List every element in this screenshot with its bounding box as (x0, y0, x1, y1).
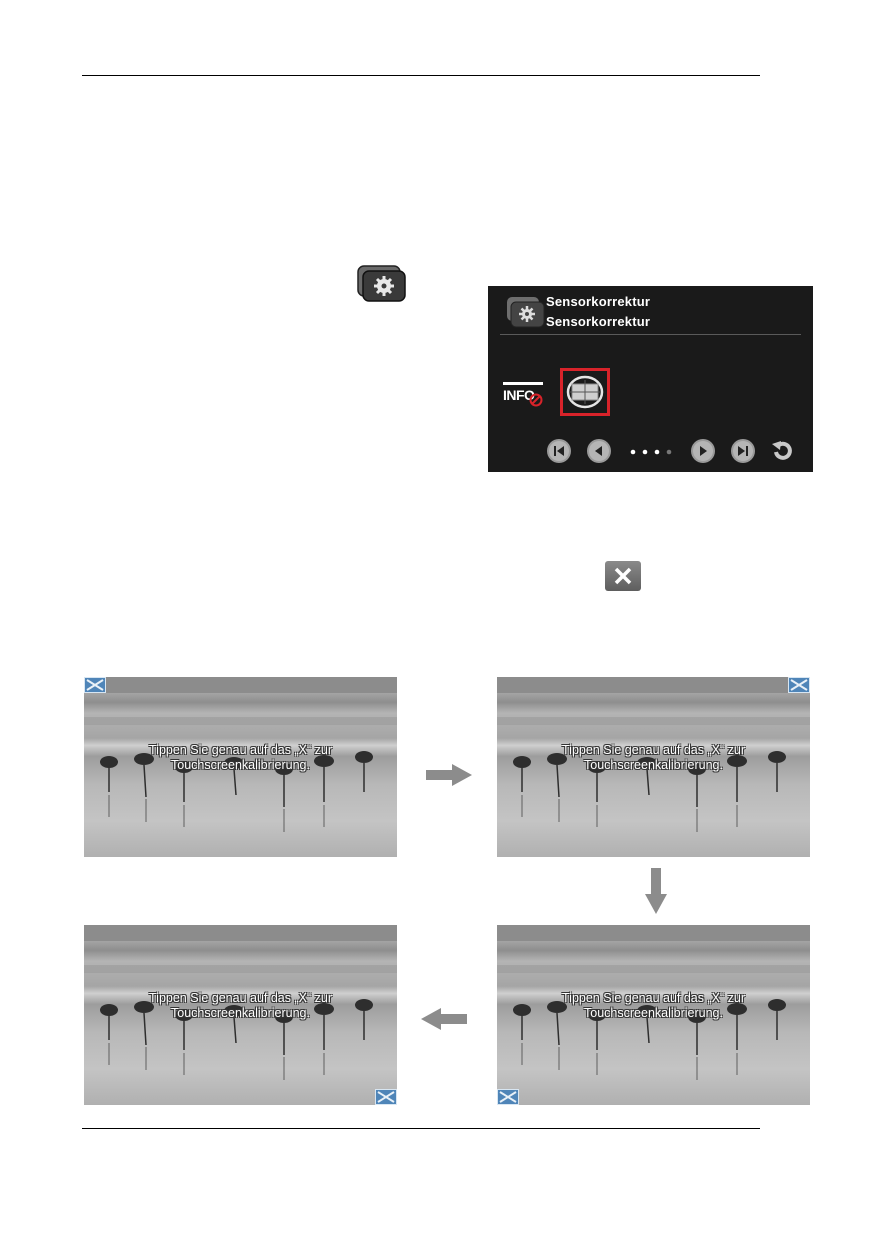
arrow-down-icon (645, 868, 667, 914)
calibration-message: Tippen Sie genau auf das „X“ zur Touchscreenkalibrierung. (149, 991, 332, 1020)
page-dots (630, 449, 674, 455)
close-x-icon (85, 678, 105, 692)
close-x-icon (789, 678, 809, 692)
calibration-message: Tippen Sie genau auf das „X“ zur Touchscreenkalibrierung. (149, 743, 332, 772)
back-icon[interactable] (769, 438, 795, 464)
next-icon[interactable] (690, 438, 716, 464)
info-off-button[interactable] (503, 382, 547, 410)
header-divider (500, 334, 801, 335)
prev-icon[interactable] (586, 438, 612, 464)
setup-gear-icon (357, 265, 407, 302)
close-x-icon (498, 1090, 518, 1104)
header-rule (82, 75, 760, 76)
calibration-x-target[interactable] (84, 677, 106, 693)
calibration-x-target[interactable] (497, 1089, 519, 1105)
info-label: INFO (503, 387, 535, 403)
close-x-icon (376, 1090, 396, 1104)
calibration-x-target[interactable] (788, 677, 810, 693)
first-icon[interactable] (546, 438, 572, 464)
last-icon[interactable] (730, 438, 756, 464)
footer-rule (82, 1128, 760, 1129)
setup-gear-icon (506, 296, 546, 329)
info-off-icon (529, 393, 543, 407)
calibration-screen-4 (84, 925, 397, 1105)
calibration-x-target[interactable] (375, 1089, 397, 1105)
device-screenshot (488, 286, 813, 472)
calibration-message: Tippen Sie genau auf das „X“ zur Touchscreenkalibrierung. (562, 743, 745, 772)
menu-subtitle: Sensorkorrektur (546, 314, 651, 329)
arrow-left-icon (421, 1008, 467, 1030)
arrow-right-icon (426, 764, 472, 786)
calibration-screen-2 (497, 677, 810, 857)
calibration-screen-1 (84, 677, 397, 857)
calibration-screen-3 (497, 925, 810, 1105)
close-x-icon (605, 561, 641, 591)
calibration-button[interactable] (560, 368, 610, 416)
calibration-message: Tippen Sie genau auf das „X“ zur Touchscreenkalibrierung. (562, 991, 745, 1020)
calibration-icon (566, 375, 604, 409)
menu-title: Sensorkorrektur (546, 294, 651, 309)
